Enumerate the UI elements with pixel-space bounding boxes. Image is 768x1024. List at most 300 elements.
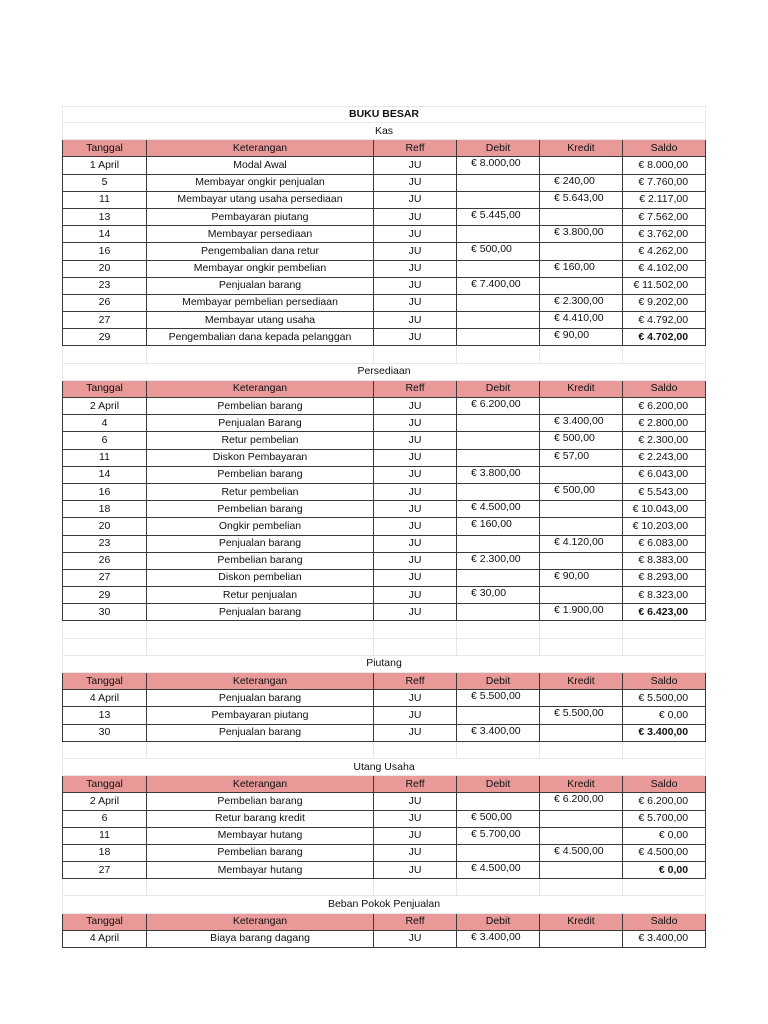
saldo-cell: € 4.792,00	[623, 312, 706, 329]
ledger-row	[63, 707, 706, 724]
account-name: Utang Usaha	[63, 758, 706, 775]
debit-cell: € 500,00	[457, 243, 540, 260]
column-header-date: Tanggal	[63, 673, 147, 690]
ledger-title-row	[63, 107, 706, 123]
reff-cell: JU	[374, 174, 457, 191]
ledger-row	[63, 329, 706, 346]
debit-cell	[457, 432, 540, 449]
ledger-row	[63, 501, 706, 518]
description-cell: Retur barang kredit	[147, 810, 374, 827]
date-cell: 27	[63, 312, 147, 329]
spacer-row	[63, 346, 706, 363]
empty-cell	[374, 621, 457, 638]
credit-cell	[540, 690, 623, 707]
empty-cell	[540, 638, 623, 655]
ledger-row	[63, 260, 706, 277]
column-header-debit: Debit	[457, 913, 540, 930]
date-cell: 18	[63, 501, 147, 518]
saldo-cell: € 3.400,00	[623, 930, 706, 947]
saldo-cell: € 3.400,00	[623, 724, 706, 741]
column-header-row	[63, 140, 706, 157]
credit-cell	[540, 208, 623, 225]
column-header-desc: Keterangan	[147, 776, 374, 793]
description-cell: Pengembalian dana retur	[147, 243, 374, 260]
description-cell: Membayar utang usaha persediaan	[147, 191, 374, 208]
reff-cell: JU	[374, 793, 457, 810]
date-cell: 4 April	[63, 930, 147, 947]
description-cell: Penjualan barang	[147, 690, 374, 707]
debit-cell: € 4.500,00	[457, 501, 540, 518]
description-cell: Membayar pembelian persediaan	[147, 294, 374, 311]
credit-cell: € 90,00	[540, 569, 623, 586]
debit-cell: € 3.800,00	[457, 466, 540, 483]
empty-cell	[623, 346, 706, 363]
description-cell: Pembelian barang	[147, 398, 374, 415]
ledger-row	[63, 415, 706, 432]
description-cell: Modal Awal	[147, 157, 374, 174]
date-cell: 20	[63, 518, 147, 535]
saldo-cell: € 2.117,00	[623, 191, 706, 208]
date-cell: 6	[63, 810, 147, 827]
description-cell: Penjualan Barang	[147, 415, 374, 432]
ledger-row	[63, 810, 706, 827]
ledger-row	[63, 587, 706, 604]
credit-cell: € 160,00	[540, 260, 623, 277]
empty-cell	[623, 879, 706, 896]
debit-cell	[457, 604, 540, 621]
empty-cell	[540, 621, 623, 638]
ledger-row	[63, 483, 706, 500]
debit-cell	[457, 483, 540, 500]
description-cell: Diskon pembelian	[147, 569, 374, 586]
credit-cell	[540, 587, 623, 604]
saldo-cell: € 7.760,00	[623, 174, 706, 191]
saldo-cell: € 10.203,00	[623, 518, 706, 535]
column-header-debit: Debit	[457, 140, 540, 157]
credit-cell	[540, 277, 623, 294]
empty-cell	[147, 879, 374, 896]
reff-cell: JU	[374, 518, 457, 535]
saldo-cell: € 6.200,00	[623, 793, 706, 810]
description-cell: Pembelian barang	[147, 552, 374, 569]
debit-cell: € 3.400,00	[457, 930, 540, 947]
reff-cell: JU	[374, 707, 457, 724]
description-cell: Retur penjualan	[147, 587, 374, 604]
reff-cell: JU	[374, 277, 457, 294]
column-header-reff: Reff	[374, 673, 457, 690]
description-cell: Membayar ongkir penjualan	[147, 174, 374, 191]
reff-cell: JU	[374, 260, 457, 277]
column-header-debit: Debit	[457, 380, 540, 397]
ledger-row	[63, 690, 706, 707]
description-cell: Membayar ongkir pembelian	[147, 260, 374, 277]
ledger-row	[63, 208, 706, 225]
ledger-row	[63, 844, 706, 861]
column-header-credit: Kredit	[540, 380, 623, 397]
ledger-row	[63, 552, 706, 569]
column-header-desc: Keterangan	[147, 913, 374, 930]
saldo-cell: € 8.383,00	[623, 552, 706, 569]
description-cell: Membayar hutang	[147, 827, 374, 844]
reff-cell: JU	[374, 930, 457, 947]
ledger-row	[63, 432, 706, 449]
description-cell: Penjualan barang	[147, 535, 374, 552]
ledger-table	[62, 106, 706, 948]
date-cell: 30	[63, 604, 147, 621]
ledger-row	[63, 535, 706, 552]
column-header-date: Tanggal	[63, 913, 147, 930]
date-cell: 18	[63, 844, 147, 861]
empty-cell	[63, 879, 147, 896]
empty-cell	[63, 346, 147, 363]
credit-cell: € 500,00	[540, 483, 623, 500]
date-cell: 26	[63, 294, 147, 311]
description-cell: Pembelian barang	[147, 466, 374, 483]
column-header-credit: Kredit	[540, 776, 623, 793]
ledger-row	[63, 294, 706, 311]
debit-cell	[457, 569, 540, 586]
ledger-row	[63, 398, 706, 415]
column-header-desc: Keterangan	[147, 380, 374, 397]
ledger-row	[63, 466, 706, 483]
ledger-row	[63, 827, 706, 844]
column-header-row	[63, 776, 706, 793]
credit-cell: € 5.500,00	[540, 707, 623, 724]
saldo-cell: € 8.323,00	[623, 587, 706, 604]
page-title: BUKU BESAR	[63, 107, 706, 123]
debit-cell: € 4.500,00	[457, 862, 540, 879]
date-cell: 13	[63, 707, 147, 724]
ledger-row	[63, 724, 706, 741]
saldo-cell: € 4.262,00	[623, 243, 706, 260]
account-name: Beban Pokok Penjualan	[63, 896, 706, 913]
empty-cell	[374, 879, 457, 896]
credit-cell	[540, 827, 623, 844]
column-header-reff: Reff	[374, 140, 457, 157]
credit-cell: € 4.500,00	[540, 844, 623, 861]
ledger-row	[63, 604, 706, 621]
column-header-date: Tanggal	[63, 380, 147, 397]
credit-cell: € 4.410,00	[540, 312, 623, 329]
empty-cell	[147, 346, 374, 363]
column-header-credit: Kredit	[540, 140, 623, 157]
description-cell: Retur pembelian	[147, 432, 374, 449]
date-cell: 30	[63, 724, 147, 741]
credit-cell	[540, 398, 623, 415]
column-header-row	[63, 913, 706, 930]
empty-cell	[147, 638, 374, 655]
credit-cell	[540, 501, 623, 518]
ledger-row	[63, 569, 706, 586]
empty-cell	[457, 879, 540, 896]
saldo-cell: € 6.083,00	[623, 535, 706, 552]
date-cell: 11	[63, 449, 147, 466]
date-cell: 16	[63, 483, 147, 500]
column-header-debit: Debit	[457, 776, 540, 793]
saldo-cell: € 5.700,00	[623, 810, 706, 827]
saldo-cell: € 3.762,00	[623, 226, 706, 243]
date-cell: 27	[63, 569, 147, 586]
date-cell: 23	[63, 535, 147, 552]
empty-cell	[63, 638, 147, 655]
date-cell: 2 April	[63, 793, 147, 810]
date-cell: 11	[63, 191, 147, 208]
column-header-reff: Reff	[374, 380, 457, 397]
ledger-row	[63, 277, 706, 294]
saldo-cell: € 5.500,00	[623, 690, 706, 707]
saldo-cell: € 8.293,00	[623, 569, 706, 586]
debit-cell	[457, 449, 540, 466]
spacer-row	[63, 638, 706, 655]
reff-cell: JU	[374, 208, 457, 225]
debit-cell: € 8.000,00	[457, 157, 540, 174]
column-header-debit: Debit	[457, 673, 540, 690]
saldo-cell: € 5.543,00	[623, 483, 706, 500]
reff-cell: JU	[374, 483, 457, 500]
reff-cell: JU	[374, 294, 457, 311]
debit-cell	[457, 707, 540, 724]
description-cell: Ongkir pembelian	[147, 518, 374, 535]
column-header-saldo: Saldo	[623, 776, 706, 793]
ledger-row	[63, 930, 706, 947]
column-header-row	[63, 380, 706, 397]
credit-cell: € 500,00	[540, 432, 623, 449]
date-cell: 4 April	[63, 690, 147, 707]
debit-cell: € 5.500,00	[457, 690, 540, 707]
account-name-row	[63, 363, 706, 380]
date-cell: 20	[63, 260, 147, 277]
debit-cell: € 160,00	[457, 518, 540, 535]
empty-cell	[623, 741, 706, 758]
ledger-row	[63, 174, 706, 191]
date-cell: 29	[63, 587, 147, 604]
saldo-cell: € 7.562,00	[623, 208, 706, 225]
date-cell: 27	[63, 862, 147, 879]
credit-cell: € 3.400,00	[540, 415, 623, 432]
reff-cell: JU	[374, 157, 457, 174]
credit-cell	[540, 552, 623, 569]
saldo-cell: € 0,00	[623, 827, 706, 844]
credit-cell: € 6.200,00	[540, 793, 623, 810]
reff-cell: JU	[374, 724, 457, 741]
date-cell: 14	[63, 226, 147, 243]
credit-cell: € 240,00	[540, 174, 623, 191]
debit-cell	[457, 260, 540, 277]
description-cell: Pembelian barang	[147, 844, 374, 861]
account-name: Piutang	[63, 655, 706, 672]
reff-cell: JU	[374, 226, 457, 243]
saldo-cell: € 4.102,00	[623, 260, 706, 277]
empty-cell	[374, 741, 457, 758]
ledger-row	[63, 449, 706, 466]
empty-cell	[457, 741, 540, 758]
debit-cell: € 5.700,00	[457, 827, 540, 844]
column-header-reff: Reff	[374, 913, 457, 930]
column-header-saldo: Saldo	[623, 140, 706, 157]
saldo-cell: € 4.500,00	[623, 844, 706, 861]
date-cell: 14	[63, 466, 147, 483]
column-header-saldo: Saldo	[623, 673, 706, 690]
ledger-row	[63, 191, 706, 208]
column-header-date: Tanggal	[63, 776, 147, 793]
reff-cell: JU	[374, 587, 457, 604]
spacer-row	[63, 741, 706, 758]
reff-cell: JU	[374, 827, 457, 844]
ledger-row	[63, 518, 706, 535]
date-cell: 2 April	[63, 398, 147, 415]
saldo-cell: € 0,00	[623, 707, 706, 724]
ledger-row	[63, 862, 706, 879]
saldo-cell: € 10.043,00	[623, 501, 706, 518]
debit-cell: € 500,00	[457, 810, 540, 827]
column-header-desc: Keterangan	[147, 140, 374, 157]
reff-cell: JU	[374, 862, 457, 879]
empty-cell	[374, 638, 457, 655]
debit-cell	[457, 174, 540, 191]
empty-cell	[147, 621, 374, 638]
column-header-credit: Kredit	[540, 673, 623, 690]
empty-cell	[457, 621, 540, 638]
column-header-saldo: Saldo	[623, 913, 706, 930]
column-header-reff: Reff	[374, 776, 457, 793]
credit-cell	[540, 466, 623, 483]
saldo-cell: € 2.243,00	[623, 449, 706, 466]
ledger-row	[63, 793, 706, 810]
reff-cell: JU	[374, 312, 457, 329]
credit-cell	[540, 518, 623, 535]
description-cell: Pembayaran piutang	[147, 707, 374, 724]
saldo-cell: € 6.423,00	[623, 604, 706, 621]
ledger-row	[63, 312, 706, 329]
credit-cell	[540, 724, 623, 741]
description-cell: Membayar persediaan	[147, 226, 374, 243]
description-cell: Pembelian barang	[147, 501, 374, 518]
reff-cell: JU	[374, 243, 457, 260]
date-cell: 23	[63, 277, 147, 294]
credit-cell	[540, 930, 623, 947]
saldo-cell: € 0,00	[623, 862, 706, 879]
reff-cell: JU	[374, 844, 457, 861]
credit-cell: € 90,00	[540, 329, 623, 346]
reff-cell: JU	[374, 501, 457, 518]
account-name-row	[63, 123, 706, 140]
date-cell: 6	[63, 432, 147, 449]
column-header-row	[63, 673, 706, 690]
description-cell: Diskon Pembayaran	[147, 449, 374, 466]
credit-cell	[540, 810, 623, 827]
debit-cell	[457, 294, 540, 311]
description-cell: Retur pembelian	[147, 483, 374, 500]
date-cell: 29	[63, 329, 147, 346]
debit-cell	[457, 191, 540, 208]
description-cell: Penjualan barang	[147, 724, 374, 741]
column-header-date: Tanggal	[63, 140, 147, 157]
debit-cell	[457, 793, 540, 810]
debit-cell: € 3.400,00	[457, 724, 540, 741]
account-name-row	[63, 655, 706, 672]
description-cell: Membayar hutang	[147, 862, 374, 879]
empty-cell	[374, 346, 457, 363]
reff-cell: JU	[374, 191, 457, 208]
saldo-cell: € 6.200,00	[623, 398, 706, 415]
spacer-row	[63, 621, 706, 638]
debit-cell	[457, 535, 540, 552]
empty-cell	[63, 741, 147, 758]
debit-cell: € 7.400,00	[457, 277, 540, 294]
credit-cell	[540, 862, 623, 879]
ledger-row	[63, 243, 706, 260]
ledger-row	[63, 157, 706, 174]
debit-cell: € 2.300,00	[457, 552, 540, 569]
empty-cell	[540, 741, 623, 758]
debit-cell	[457, 226, 540, 243]
saldo-cell: € 2.300,00	[623, 432, 706, 449]
date-cell: 13	[63, 208, 147, 225]
reff-cell: JU	[374, 690, 457, 707]
credit-cell: € 57,00	[540, 449, 623, 466]
ledger-row	[63, 226, 706, 243]
account-name: Kas	[63, 123, 706, 140]
reff-cell: JU	[374, 810, 457, 827]
date-cell: 16	[63, 243, 147, 260]
empty-cell	[457, 346, 540, 363]
date-cell: 4	[63, 415, 147, 432]
description-cell: Biaya barang dagang	[147, 930, 374, 947]
date-cell: 11	[63, 827, 147, 844]
empty-cell	[623, 638, 706, 655]
description-cell: Pengembalian dana kepada pelanggan	[147, 329, 374, 346]
description-cell: Pembayaran piutang	[147, 208, 374, 225]
reff-cell: JU	[374, 398, 457, 415]
empty-cell	[147, 741, 374, 758]
saldo-cell: € 6.043,00	[623, 466, 706, 483]
column-header-desc: Keterangan	[147, 673, 374, 690]
description-cell: Penjualan barang	[147, 604, 374, 621]
saldo-cell: € 4.702,00	[623, 329, 706, 346]
debit-cell	[457, 329, 540, 346]
debit-cell: € 30,00	[457, 587, 540, 604]
debit-cell: € 5.445,00	[457, 208, 540, 225]
date-cell: 26	[63, 552, 147, 569]
credit-cell	[540, 157, 623, 174]
credit-cell: € 1.900,00	[540, 604, 623, 621]
saldo-cell: € 2.800,00	[623, 415, 706, 432]
empty-cell	[457, 638, 540, 655]
account-name: Persediaan	[63, 363, 706, 380]
debit-cell	[457, 415, 540, 432]
reff-cell: JU	[374, 432, 457, 449]
empty-cell	[540, 346, 623, 363]
account-name-row	[63, 758, 706, 775]
reff-cell: JU	[374, 569, 457, 586]
reff-cell: JU	[374, 466, 457, 483]
reff-cell: JU	[374, 552, 457, 569]
column-header-saldo: Saldo	[623, 380, 706, 397]
reff-cell: JU	[374, 535, 457, 552]
reff-cell: JU	[374, 415, 457, 432]
debit-cell	[457, 844, 540, 861]
empty-cell	[63, 621, 147, 638]
debit-cell	[457, 312, 540, 329]
saldo-cell: € 8.000,00	[623, 157, 706, 174]
account-name-row	[63, 896, 706, 913]
credit-cell: € 5.643,00	[540, 191, 623, 208]
description-cell: Membayar utang usaha	[147, 312, 374, 329]
date-cell: 1 April	[63, 157, 147, 174]
date-cell: 5	[63, 174, 147, 191]
debit-cell: € 6.200,00	[457, 398, 540, 415]
description-cell: Penjualan barang	[147, 277, 374, 294]
